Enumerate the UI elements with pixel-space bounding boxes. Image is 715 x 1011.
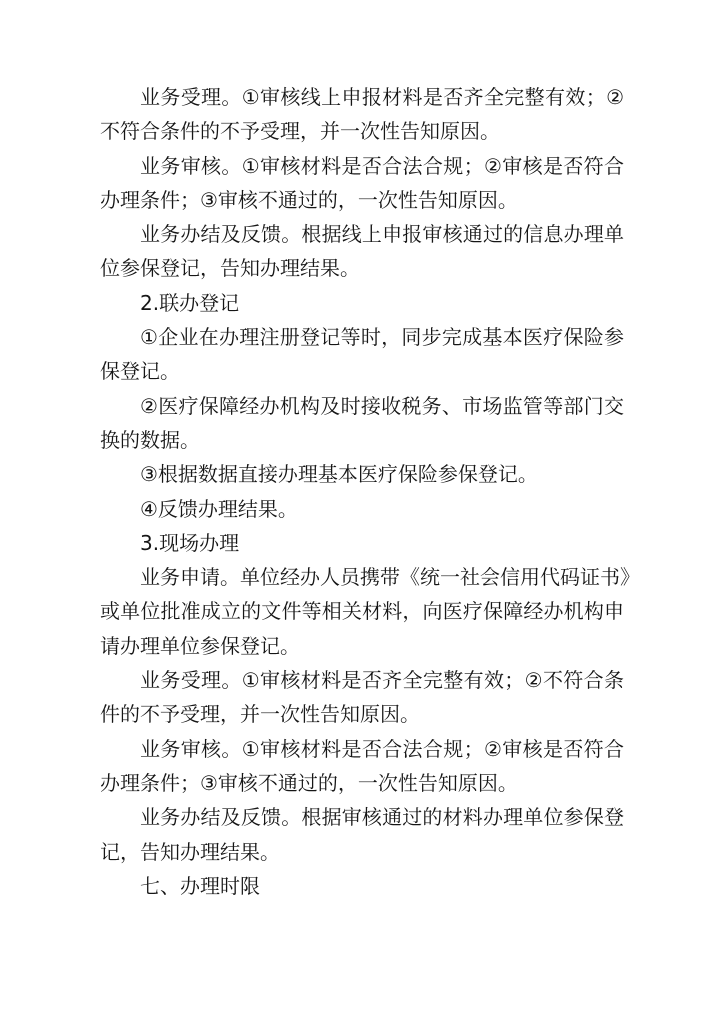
paragraph [100,492,624,526]
text-line: ③根据数据直接办理基本医疗保险参保登记。 [140,462,538,487]
text-line: 业务申请。单位经办人员携带《统一社会信用代码证书》 [140,565,640,590]
paragraph [100,217,624,286]
text-line: ②医疗保障经办机构及时接收税务、市场监管等部门交 [140,393,624,418]
paragraph [100,286,624,320]
text-line: 请办理单位参保登记。 [100,633,300,658]
paragraph [100,732,624,801]
text-line: 记，告知办理结果。 [100,839,280,864]
paragraph [100,526,624,560]
paragraph [100,457,624,491]
text-line: 件的不予受理，并一次性告知原因。 [100,702,420,727]
text-line: 业务受理。①审核线上申报材料是否齐全完整有效；② [140,85,624,109]
text-line: 办理条件；③审核不通过的，一次性告知原因。 [100,187,518,212]
paragraph [100,149,624,218]
paragraph [100,320,624,389]
text-line: 业务受理。①审核材料是否齐全完整有效；②不符合条 [140,668,624,693]
paragraph [100,560,640,663]
text-line: 不符合条件的不予受理，并一次性告知原因。 [100,119,500,144]
text-line: 业务办结及反馈。根据线上申报审核通过的信息办理单 [140,222,624,247]
text-line: 保登记。 [100,359,180,384]
text-line: 七、办理时限 [140,873,260,898]
paragraph [100,663,624,732]
text-line: 位参保登记，告知办理结果。 [100,256,360,281]
text-line: 3.现场办理 [140,530,240,555]
section-heading [100,869,624,903]
text-line: ④反馈办理结果。 [140,496,298,521]
paragraph [100,80,624,149]
paragraph [100,389,624,458]
text-line: ①企业在办理注册登记等时，同步完成基本医疗保险参 [140,325,624,350]
text-line: 业务审核。①审核材料是否合法合规；②审核是否符合 [140,153,624,178]
text-line: 2.联办登记 [140,290,240,315]
text-line: 业务办结及反馈。根据审核通过的材料办理单位参保登 [140,805,624,830]
text-line: 业务审核。①审核材料是否合法合规；②审核是否符合 [140,736,624,761]
text-line: 换的数据。 [100,427,200,452]
text-line: 办理条件；③审核不通过的，一次性告知原因。 [100,770,518,795]
paragraph [100,800,624,869]
text-line: 或单位批准成立的文件等相关材料，向医疗保障经办机构申 [100,599,624,624]
